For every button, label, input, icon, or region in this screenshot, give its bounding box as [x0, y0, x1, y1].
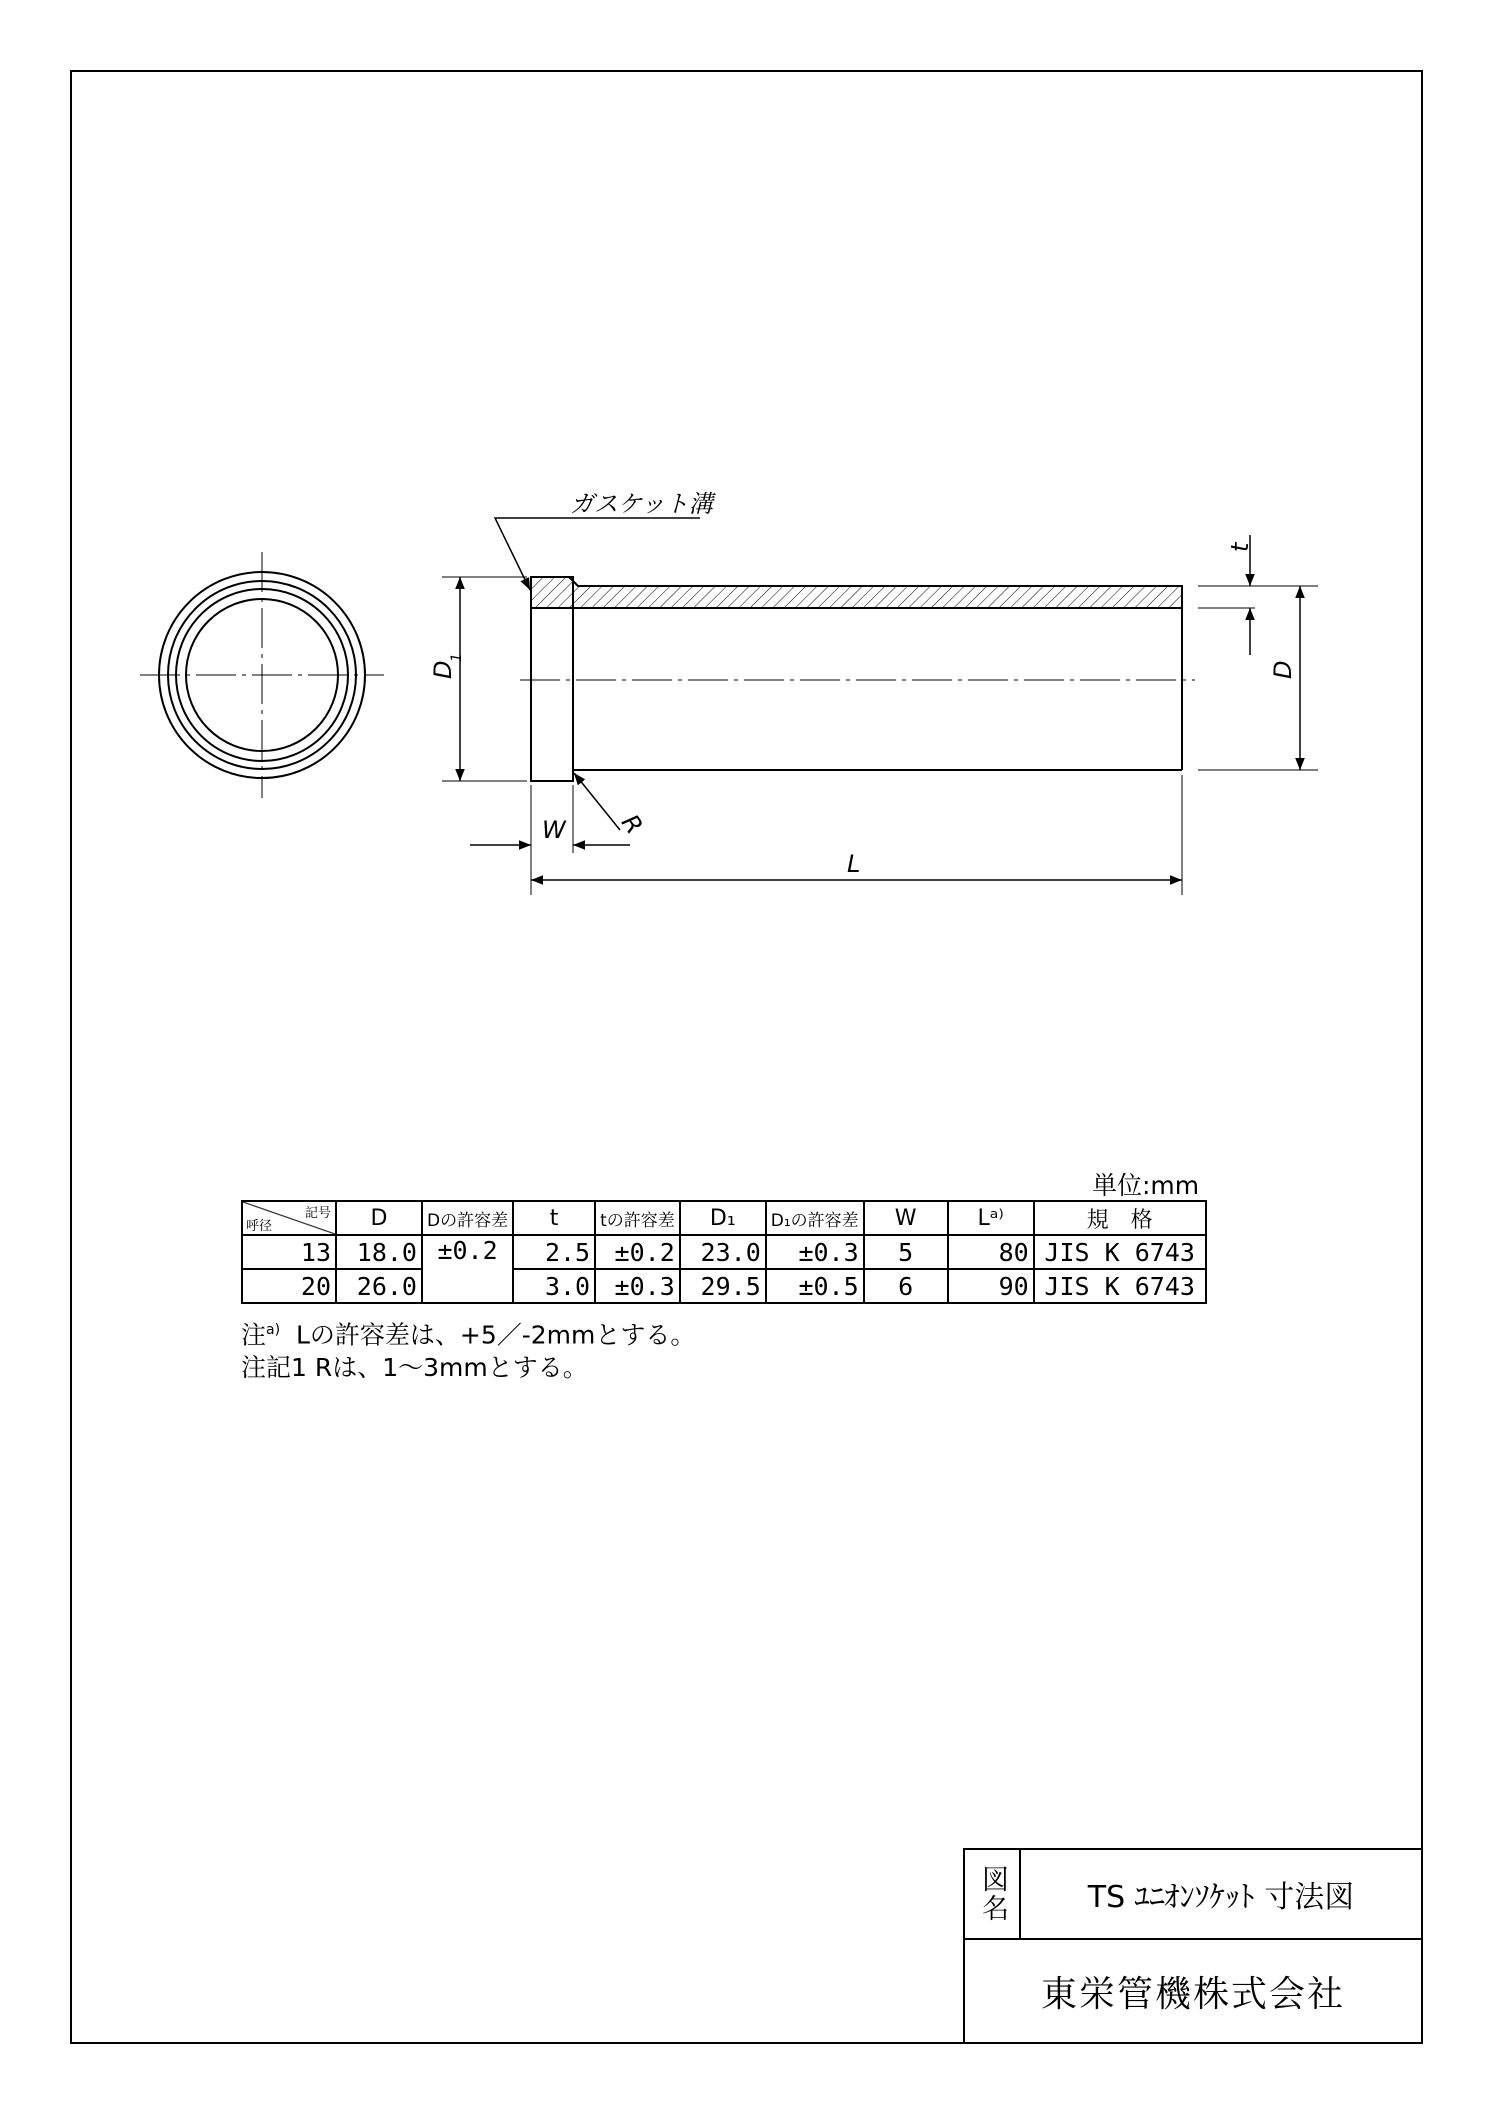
corner-header [242, 1201, 336, 1235]
note-1: 注記1 Rは、1～3mmとする。 [241, 1353, 588, 1383]
cell-D: 26.0 [336, 1269, 422, 1303]
cell-t-tol: ±0.3 [595, 1269, 680, 1303]
header-L: Lᵃ⁾ [948, 1201, 1034, 1235]
section-view [520, 577, 1195, 781]
cell-D1: 29.5 [680, 1269, 766, 1303]
label-gasket-groove: ガスケット溝 [570, 490, 713, 518]
cell-t: 2.5 [513, 1235, 595, 1269]
table-row [242, 1235, 1206, 1269]
cell-D1-tol: ±0.5 [766, 1269, 864, 1303]
header-D1-tol: D₁の許容差 [766, 1201, 864, 1235]
label-L: L [847, 850, 861, 878]
cell-D-tol: ±0.2 [422, 1235, 513, 1303]
table-header-row [242, 1201, 1206, 1235]
table-row [242, 1269, 1206, 1303]
header-t-tol: tの許容差 [595, 1201, 680, 1235]
cell-D1-tol: ±0.3 [766, 1235, 864, 1269]
cell-size: 13 [242, 1235, 336, 1269]
notes [241, 1314, 695, 1384]
cell-D1: 23.0 [680, 1235, 766, 1269]
cell-size: 20 [242, 1269, 336, 1303]
dimension-lines [460, 518, 1300, 880]
dimension-table [241, 1200, 1207, 1304]
label-D1-sub: 1 [449, 653, 465, 662]
header-standard: 規 格 [1034, 1201, 1206, 1235]
drawing-title: TS ﾕﾆｵﾝｿｹｯﾄ 寸法図 [1087, 1880, 1355, 1915]
cell-D: 18.0 [336, 1235, 422, 1269]
note-a [241, 1314, 695, 1351]
header-D-tol: Dの許容差 [422, 1201, 513, 1235]
cell-t: 3.0 [513, 1269, 595, 1303]
cell-W: 6 [864, 1269, 948, 1303]
header-W: W [864, 1201, 948, 1235]
leader-R [574, 773, 620, 830]
cell-t-tol: ±0.2 [595, 1235, 680, 1269]
corner-bottom-label: 呼径 [246, 1219, 273, 1234]
label-D: D [1269, 660, 1297, 679]
drawing-name-label: 図名 [977, 1865, 1008, 1923]
unit-label: 単位:mm [1092, 1171, 1200, 1200]
cell-standard: JIS K 6743 [1034, 1269, 1206, 1303]
label-t: t [1226, 542, 1254, 552]
header-D: D [336, 1201, 422, 1235]
cell-W: 5 [864, 1235, 948, 1269]
note-a-text: Lの許容差は、+5／-2mmとする。 [295, 1320, 696, 1350]
note-a-prefix: 注 [241, 1320, 267, 1350]
company-name: 東栄管機株式会社 [1040, 1973, 1345, 2015]
leader-gasket [495, 518, 700, 590]
header-t: t [513, 1201, 595, 1235]
cell-L: 90 [948, 1269, 1034, 1303]
header-D1: D₁ [680, 1201, 766, 1235]
label-D1: D [429, 660, 457, 679]
label-W: W [542, 816, 566, 844]
section-hatch [531, 577, 1182, 608]
label-R: R [615, 809, 649, 840]
note-a-mark: a) [266, 1322, 281, 1338]
cell-L: 80 [948, 1235, 1034, 1269]
cell-standard: JIS K 6743 [1034, 1235, 1206, 1269]
end-view [140, 552, 384, 798]
corner-top-label: 記号 [304, 1206, 331, 1221]
